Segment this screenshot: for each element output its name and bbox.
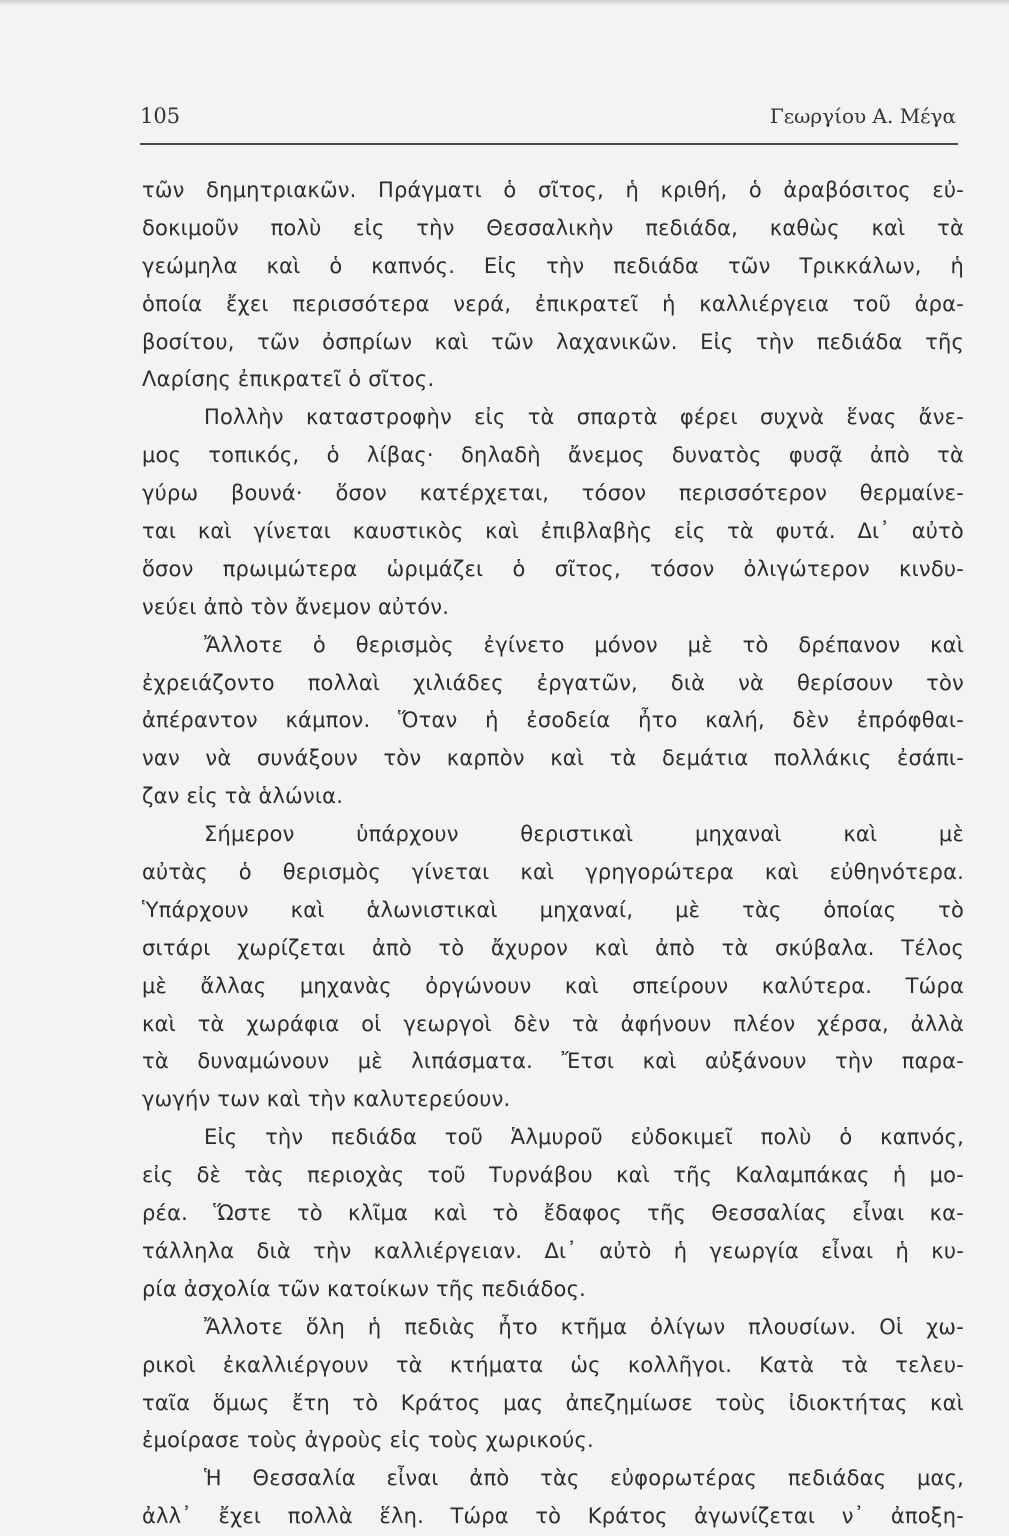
text-line: τῶν δημητριακῶν. Πράγματι ὁ σῖτος, ἡ κριθή, ὁ ἀραβόσιτος εὐ- — [142, 178, 964, 202]
text-line: καὶ τὰ χωράφια οἱ γεωργοὶ δὲν τὰ ἀφήνουν πλέον χέρσα, ἀλλὰ — [142, 1011, 964, 1036]
text-line: ναν νὰ συνάξουν τὸν καρπὸν καὶ τὰ δεμάτια πολλάκις ἐσάπι- — [142, 746, 964, 771]
running-head: Γεωργίου Α. Μέγα — [769, 104, 956, 128]
text-line: αὐτὰς ὁ θερισμὸς γίνεται καὶ γρηγορώτερα καὶ εὐθηνότερα. — [142, 860, 964, 885]
text-line: ἀλλ᾽ ἔχει πολλὰ ἕλη. Τώρα τὸ Κράτος ἀγωνίζεται ν᾽ ἀποξη- — [142, 1504, 964, 1529]
page-header — [140, 100, 956, 140]
text-line: νεύει ἀπὸ τὸν ἄνεμον αὐτόν. — [142, 594, 450, 619]
text-line: Ἄλλοτε ὅλη ἡ πεδιὰς ἦτο κτῆμα ὀλίγων πλουσίων. Οἱ χω- — [204, 1314, 964, 1339]
header-rule — [140, 143, 958, 145]
text-line: Ἄλλοτε ὁ θερισμὸς ἐγίνετο μόνον μὲ τὸ δρέπανον καὶ — [204, 632, 964, 657]
text-line: γεώμηλα καὶ ὁ καπνός. Εἰς τὴν πεδιάδα τῶν Τρικκάλων, ἡ — [142, 253, 964, 278]
text-line: τὰ δυναμώνουν μὲ λιπάσματα. Ἔτσι καὶ αὐξάνουν τὴν παρα- — [142, 1049, 964, 1074]
text-line: ζαν εἰς τὰ ἁλώνια. — [142, 784, 344, 809]
text-line: Ἡ Θεσσαλία εἶναι ἀπὸ τὰς εὐφορωτέρας πεδιάδας μας, — [204, 1466, 964, 1491]
text-line: Σήμερον ὑπάρχουν θεριστικαὶ μηχαναὶ καὶ μὲ — [204, 822, 964, 847]
text-line: ρικοὶ ἐκαλλιέργουν τὰ κτήματα ὡς κολλῆγοι. Κατὰ τὰ τελευ- — [142, 1352, 964, 1377]
text-line: ἀπέραντον κάμπον. Ὅταν ἡ ἐσοδεία ἦτο καλή, δὲν ἐπρόφθαι- — [142, 708, 964, 733]
text-line: γωγήν των καὶ τὴν καλυτερεύουν. — [142, 1087, 511, 1112]
text-line: τάλληλα διὰ τὴν καλλιέργειαν. Δι᾽ αὐτὸ ἡ γεωργία εἶναι ἡ κυ- — [142, 1238, 964, 1263]
text-line: Λαρίσης ἐπικρατεῖ ὁ σῖτος. — [142, 367, 435, 392]
text-line: σιτάρι χωρίζεται ἀπὸ τὸ ἄχυρον καὶ ἀπὸ τὰ σκύβαλα. Τέλος — [142, 935, 964, 960]
page-number: 105 — [140, 104, 181, 128]
text-line: μὲ ἄλλας μηχανὰς ὀργώνουν καὶ σπείρουν καλύτερα. Τώρα — [142, 973, 964, 998]
text-line: ὅσον πρωιμώτερα ὡριμάζει ὁ σῖτος, τόσον ὀλιγώτερον κινδυ- — [142, 556, 964, 581]
text-line: Ὑπάρχουν καὶ ἁλωνιστικαὶ μηχαναί, μὲ τὰς ὁποίας τὸ — [142, 897, 964, 922]
text-line: ταῖα ὅμως ἔτη τὸ Κράτος μας ἀπεζημίωσε τοὺς ἰδιοκτήτας καὶ — [142, 1390, 964, 1415]
text-line: δοκιμοῦν πολὺ εἰς τὴν Θεσσαλικὴν πεδιάδα, καθὼς καὶ τὰ — [142, 215, 964, 240]
text-line: ται καὶ γίνεται καυστικὸς καὶ ἐπιβλαβὴς εἰς τὰ φυτά. Δι᾽ αὐτὸ — [142, 519, 964, 544]
text-line: γύρω βουνά· ὅσον κατέρχεται, τόσον περισσότερον θερμαίνε- — [142, 481, 964, 506]
text-line: μος τοπικός, ὁ λίβας· δηλαδὴ ἄνεμος δυνατὸς φυσᾷ ἀπὸ τὰ — [142, 443, 964, 468]
text-line: ρέα. Ὥστε τὸ κλῖμα καὶ τὸ ἔδαφος τῆς Θεσσαλίας εἶναι κα- — [142, 1201, 964, 1226]
text-line: βοσίτου, τῶν ὀσπρίων καὶ τῶν λαχανικῶν. Εἰς τὴν πεδιάδα τῆς — [142, 329, 964, 354]
text-line: ρία ἀσχολία τῶν κατοίκων τῆς πεδιάδος. — [142, 1276, 586, 1301]
text-line: ὁποία ἔχει περισσότερα νερά, ἐπικρατεῖ ἡ καλλιέργεια τοῦ ἀρα- — [142, 291, 964, 316]
scan-edge — [0, 0, 1009, 6]
text-line: Πολλὴν καταστροφὴν εἰς τὰ σπαρτὰ φέρει συχνὰ ἕνας ἄνε- — [204, 405, 964, 430]
body-text — [142, 172, 964, 1536]
text-line: Εἰς τὴν πεδιάδα τοῦ Ἁλμυροῦ εὐδοκιμεῖ πολὺ ὁ καπνός, — [204, 1125, 964, 1150]
text-line: ἐμοίρασε τοὺς ἀγροὺς εἰς τοὺς χωρικούς. — [142, 1428, 594, 1453]
text-line: εἰς δὲ τὰς περιοχὰς τοῦ Τυρνάβου καὶ τῆς Καλαμπάκας ἡ μο- — [142, 1163, 964, 1188]
text-line: ἐχρειάζοντο πολλαὶ χιλιάδες ἐργατῶν, διὰ νὰ θερίσουν τὸν — [142, 670, 964, 695]
